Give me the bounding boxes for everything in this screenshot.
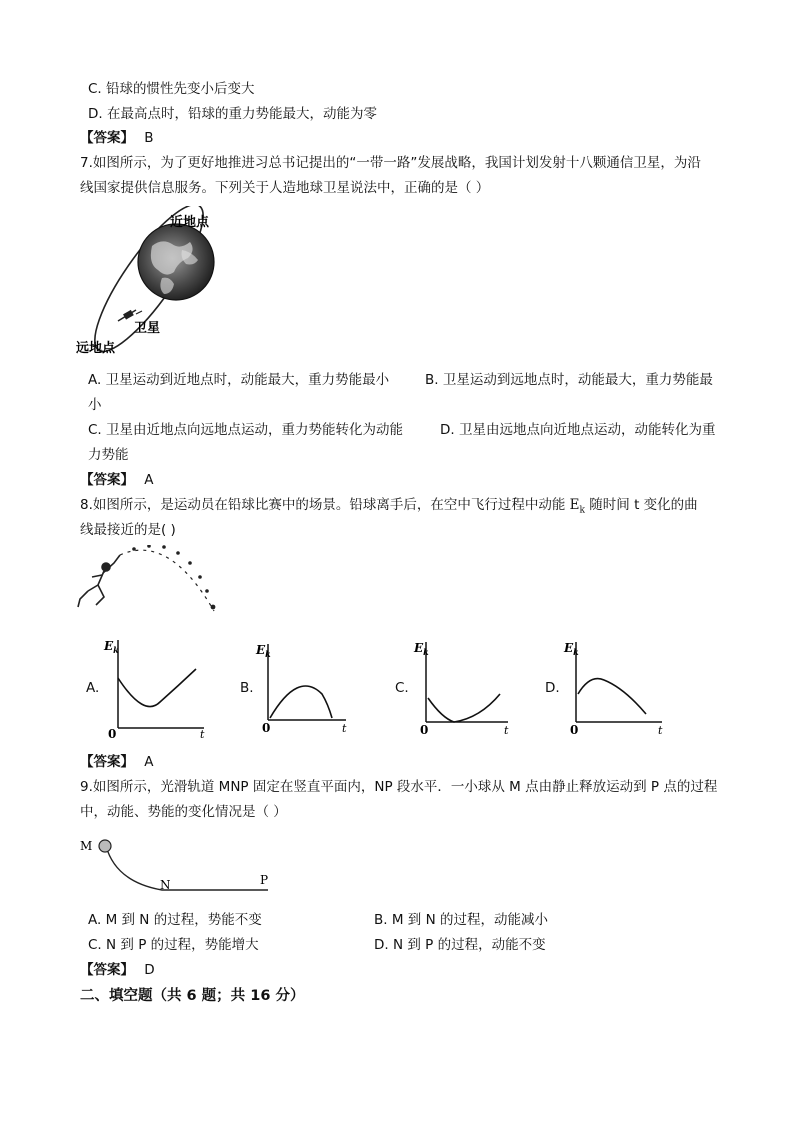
answer-tag: 【答案】 <box>80 472 134 488</box>
q8-answer-line <box>80 752 154 772</box>
q9-stem-line2: 中，动能、势能的变化情况是（ ） <box>80 804 287 820</box>
origin-label: 0 <box>420 723 429 737</box>
origin-label: 0 <box>570 723 579 737</box>
q9-option-c: C. N 到 P 的过程，势能增大 <box>88 937 259 953</box>
q7-stem-line1: 7.如图所示，为了更好地推进习总书记提出的“一带一路”发展战略，我国计划发射十八颗通信卫星，为沿 <box>80 155 701 171</box>
ek-curve <box>578 679 646 714</box>
p-label: P <box>260 873 269 887</box>
ball-icon <box>99 840 111 852</box>
q6-option-c: C. 铅球的惯性先变小后变大 <box>88 81 255 97</box>
n-label: N <box>160 878 171 892</box>
answer-value: B <box>144 130 154 146</box>
perigee-label: 近地点 <box>170 215 210 230</box>
q6-option-d: D. 在最高点时，铅球的重力势能最大，动能为零 <box>88 106 377 122</box>
track-path <box>106 846 268 890</box>
answer-tag: 【答案】 <box>80 130 134 146</box>
origin-label: 0 <box>262 721 271 735</box>
shot-put-figure <box>74 545 224 617</box>
answer-value: D <box>144 962 155 978</box>
q9-stem-line1: 9.如图所示，光滑轨道 MNP 固定在竖直平面内，NP 段水平．一小球从 M 点由静止释放运动到 P 点的过程 <box>80 779 718 795</box>
answer-tag: 【答案】 <box>80 754 134 770</box>
section-heading: 二、填空题（共 6 题；共 16 分） <box>80 988 305 1004</box>
q6-answer-line <box>80 128 154 148</box>
satellite-icon <box>118 310 136 321</box>
x-axis-label: t <box>200 728 205 740</box>
q9-option-a: A. M 到 N 的过程，势能不变 <box>88 912 262 928</box>
origin-label: 0 <box>108 727 117 740</box>
ek-symbol: $E_k$ <box>569 497 585 516</box>
q7-answer-line <box>80 470 154 490</box>
q7-option-c: C. 卫星由近地点向远地点运动，重力势能转化为动能 <box>88 422 404 438</box>
q8-option-d-label: D. <box>545 680 560 696</box>
q8-stem-line2: 线最接近的是( ) <box>80 522 176 538</box>
x-axis-label: t <box>342 722 347 735</box>
ek-curve <box>270 686 332 718</box>
q8-stem-line1: 8.如图所示，是运动员在铅球比赛中的场景。铅球离手后，在空中飞行过程中动能 $E_k$ 随时间 t 变化的曲 <box>80 497 698 516</box>
x-axis-label: t <box>658 724 663 737</box>
q7-option-b-line2: 小 <box>88 397 102 413</box>
q9-answer-line <box>80 960 155 980</box>
q7-option-a: A. 卫星运动到近地点时，动能最大，重力势能最小 <box>88 372 390 388</box>
graph-b <box>254 638 354 738</box>
graph-a <box>100 632 210 740</box>
x-axis-label: t <box>504 724 509 737</box>
ek-curve <box>118 669 196 707</box>
q7-option-d-line2: 力势能 <box>88 447 129 463</box>
trajectory-dots <box>132 545 215 609</box>
track-figure <box>76 834 276 898</box>
answer-value: A <box>144 472 154 488</box>
trajectory-path <box>120 550 214 611</box>
q7-stem-line2: 线国家提供信息服务。下列关于人造地球卫星说法中，正确的是（ ） <box>80 180 490 196</box>
graph-c <box>412 636 516 740</box>
q8-option-b-label: B. <box>240 680 254 696</box>
y-axis-label: $E_k$ <box>256 643 271 659</box>
apogee-label: 远地点 <box>76 341 116 356</box>
y-axis-label: $E_k$ <box>564 641 579 657</box>
satellite-label: 卫星 <box>134 321 161 336</box>
y-axis-label: $E_k$ <box>414 641 429 657</box>
q7-option-b-line1: B. 卫星运动到远地点时，动能最大，重力势能最 <box>425 372 713 388</box>
m-label: M <box>80 839 93 853</box>
q9-option-b: B. M 到 N 的过程，动能减小 <box>374 912 548 928</box>
q9-option-d: D. N 到 P 的过程，动能不变 <box>374 937 546 953</box>
athlete-icon <box>78 555 120 607</box>
ek-curve <box>428 694 500 722</box>
graph-d <box>562 636 670 740</box>
q8-option-a-label: A. <box>86 680 100 696</box>
answer-tag: 【答案】 <box>80 962 134 978</box>
q7-option-d-line1: D. 卫星由远地点向近地点运动，动能转化为重 <box>440 422 716 438</box>
q8-option-c-label: C. <box>395 680 409 696</box>
satellite-orbit-figure <box>74 206 224 358</box>
y-axis-label: $E_k$ <box>104 639 119 655</box>
answer-value: A <box>144 754 154 770</box>
